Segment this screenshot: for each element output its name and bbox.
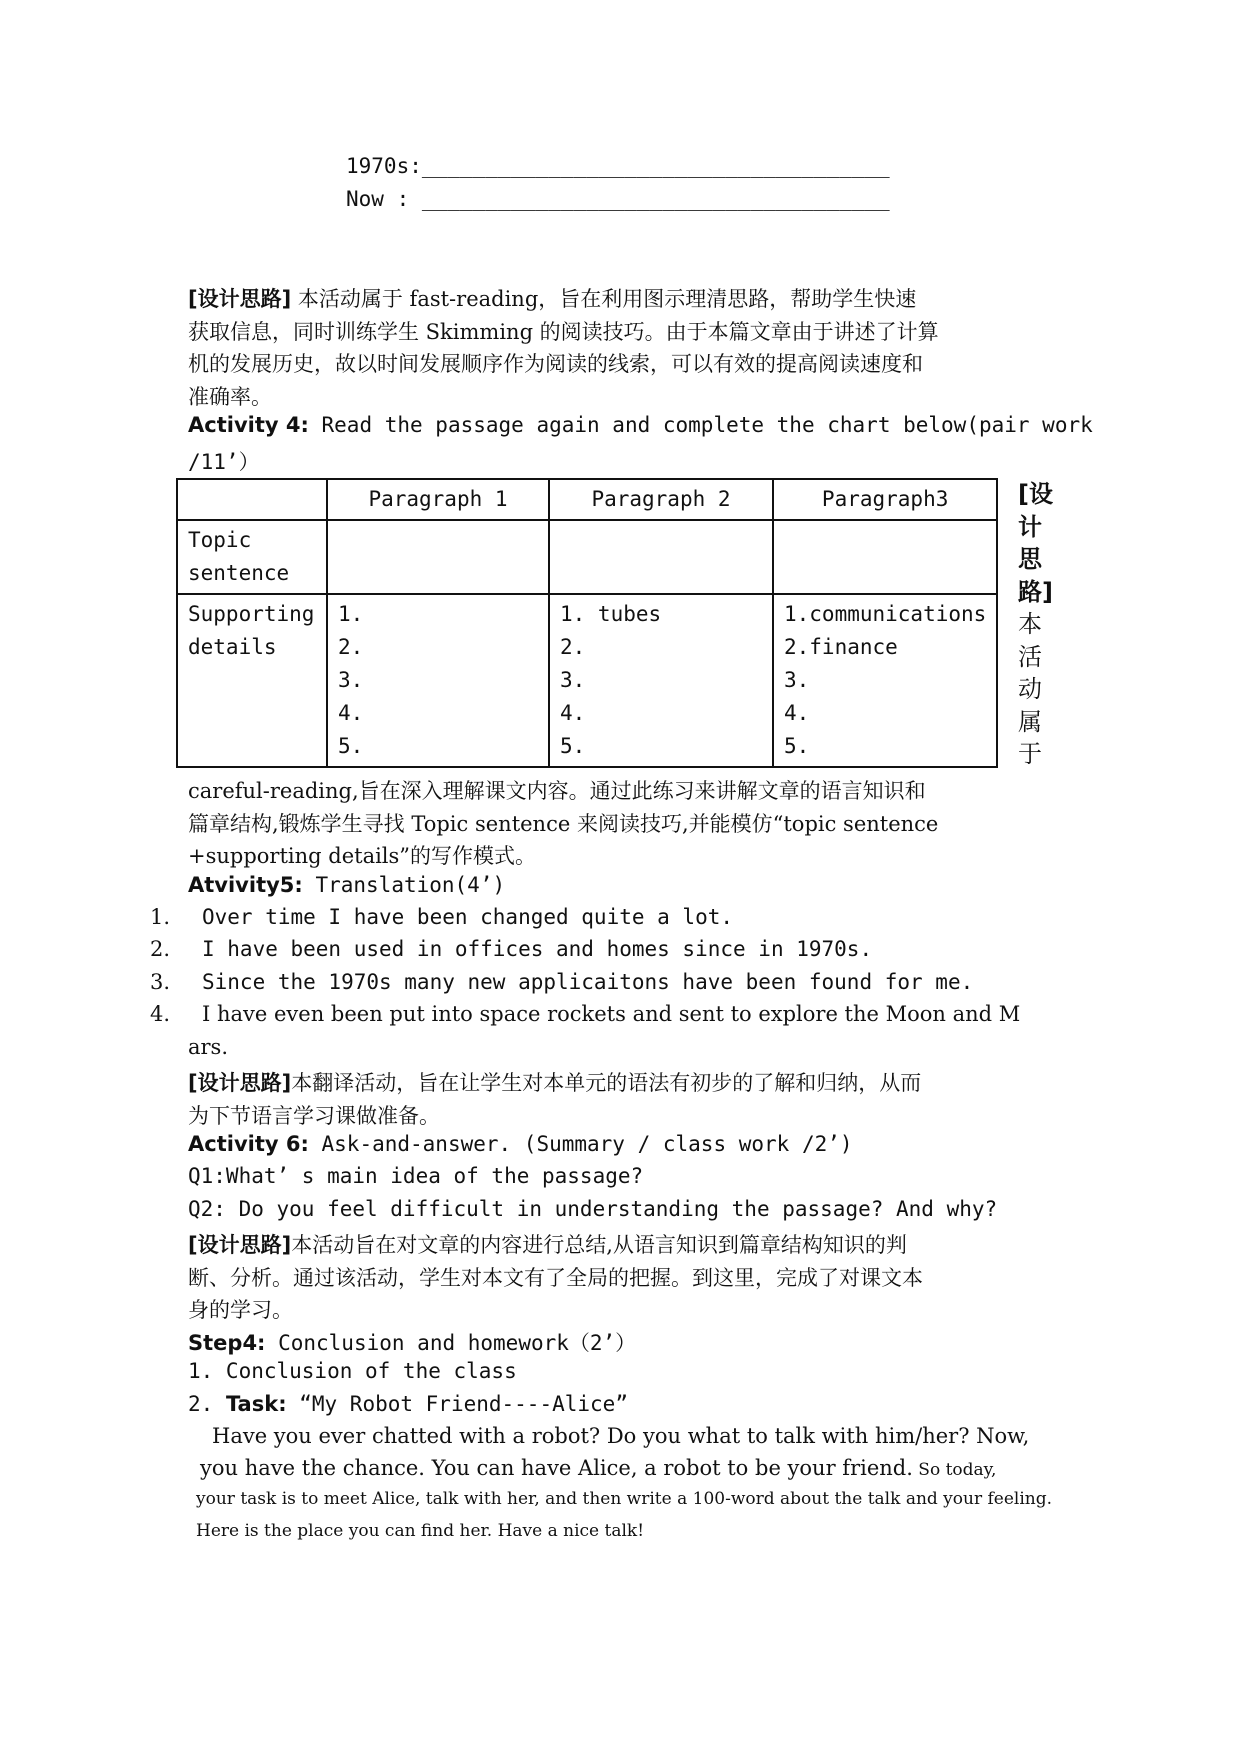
- question-2: Q2: Do you feel difficult in understanding the passage? And why?: [188, 1197, 998, 1221]
- design-note-text: 本活动属于 fast-reading，旨在利用图示理清思路，帮助学生快速: [291, 287, 917, 311]
- design-note-2-line-2: 篇章结构,锻炼学生寻找 Topic sentence 来阅读技巧,并能模仿“topic sentence: [188, 812, 939, 836]
- activity-4-time: /11’）: [188, 450, 260, 474]
- step-4-item-1: 1. Conclusion of the class: [188, 1359, 517, 1383]
- task-line-1: Have you ever chatted with a robot? Do you what to talk with him/her? Now,: [212, 1424, 1030, 1448]
- activity-6-heading: [188, 1132, 853, 1156]
- header-paragraph-3: Paragraph3: [773, 479, 997, 520]
- design-note-3-line-1: [188, 1067, 921, 1097]
- task-label: Task:: [225, 1392, 287, 1416]
- step-4-label: Step4:: [188, 1331, 266, 1355]
- activity-5-heading: [188, 873, 505, 897]
- design-note-1-line-1: [188, 283, 916, 313]
- line-1970s: 1970s:_____________________________________: [346, 154, 890, 178]
- design-note-1-line-3: 机的发展历史，故以时间发展顺序作为阅读的线索，可以有效的提高阅读速度和: [188, 352, 923, 376]
- activity-6-text: Ask-and-answer. (Summary / class work /2’): [308, 1132, 853, 1156]
- design-note-1-line-2: 获取信息，同时训练学生 Skimming 的阅读技巧。由于本篇文章由于讲述了计算: [188, 320, 939, 344]
- task-line-2: you have the chance. You can have Alice, a robot to be your friend. So today,: [200, 1456, 997, 1480]
- activity-5-label: Atvivity5:: [188, 873, 303, 897]
- details-cell-p2[interactable]: 1. tubes 2. 3. 4. 5.: [549, 594, 773, 767]
- line-now: Now : _____________________________________: [346, 187, 890, 211]
- side-label-char: 思: [1018, 545, 1042, 573]
- row-topic-sentence-label: Topic sentence: [177, 520, 327, 594]
- design-note-2-line-1: careful-reading,旨在深入理解课文内容。通过此练习来讲解文章的语言知识和: [188, 779, 926, 803]
- design-note-4-line-3: 身的学习。: [188, 1298, 293, 1322]
- side-design-note: [1018, 478, 1054, 771]
- activity-4-text: Read the passage again and complete the chart below(pair work: [308, 413, 1093, 437]
- translation-wrap: ars.: [188, 1035, 229, 1059]
- side-label-char: 路]: [1018, 577, 1053, 606]
- side-text-char: 活: [1018, 642, 1042, 671]
- design-note-label: [设计思路]: [188, 287, 292, 311]
- side-text-char: 于: [1018, 740, 1042, 768]
- side-label-char: 计: [1018, 512, 1042, 541]
- design-note-3-line-2: 为下节语言学习课做准备。: [188, 1104, 440, 1128]
- details-cell-p3[interactable]: 1.communications 2.finance 3. 4. 5.: [773, 594, 997, 767]
- activity-5-text: Translation(4’): [302, 873, 506, 897]
- side-text-char: 属: [1018, 707, 1042, 736]
- activity-4-label: Activity 4:: [188, 413, 309, 437]
- design-note-label: [设计思路]: [188, 1071, 292, 1095]
- header-paragraph-1: Paragraph 1: [327, 479, 549, 520]
- design-note-text: 本翻译活动，旨在让学生对本单元的语法有初步的了解和归纳，从而: [291, 1071, 922, 1095]
- topic-cell-p3[interactable]: [773, 520, 997, 594]
- design-note-text: 本活动旨在对文章的内容进行总结,从语言知识到篇章结构知识的判: [291, 1233, 907, 1257]
- header-paragraph-2: Paragraph 2: [549, 479, 773, 520]
- row-supporting-details-label: Supporting details: [177, 594, 327, 767]
- activity-4-heading: [188, 413, 1093, 437]
- side-label-char: [设: [1018, 480, 1053, 508]
- topic-cell-p1[interactable]: [327, 520, 549, 594]
- design-note-4-line-1: [188, 1229, 907, 1259]
- topic-cell-p2[interactable]: [549, 520, 773, 594]
- step-4-text: Conclusion and homework（2’）: [265, 1331, 637, 1355]
- translation-num: 3.: [150, 970, 171, 994]
- design-note-4-line-2: 断、分析。通过该活动，学生对本文有了全局的把握。到这里，完成了对课文本: [188, 1266, 923, 1290]
- question-1: Q1:What’ s main idea of the passage?: [188, 1164, 644, 1188]
- step-4-item-2: 2. Task: “My Robot Friend----Alice”: [188, 1392, 628, 1416]
- task-title: “My Robot Friend----Alice”: [286, 1392, 628, 1416]
- details-cell-p1[interactable]: 1. 2. 3. 4. 5.: [327, 594, 549, 767]
- task-line-3: your task is to meet Alice, talk with her, and then write a 100-word about the talk and your feeling.: [196, 1489, 1053, 1509]
- step-4-heading: [188, 1327, 636, 1357]
- design-note-1-line-4: 准确率。: [188, 385, 272, 409]
- side-text-char: 本: [1018, 610, 1042, 638]
- side-text-char: 动: [1018, 675, 1042, 703]
- translation-item: I have been used in offices and homes since in 1970s.: [202, 937, 873, 961]
- header-blank: [177, 479, 327, 520]
- task-line-4: Here is the place you can find her. Have a nice talk!: [196, 1521, 645, 1541]
- reading-chart: [176, 478, 998, 768]
- design-note-2-line-3: +supporting details”的写作模式。: [188, 844, 537, 868]
- translation-item: Since the 1970s many new applicaitons have been found for me.: [202, 970, 974, 994]
- activity-6-label: Activity 6:: [188, 1132, 309, 1156]
- translation-item: Over time I have been changed quite a lot.: [202, 905, 734, 929]
- translation-num: 1.: [150, 905, 171, 929]
- translation-num: 4.: [150, 1002, 171, 1026]
- design-note-label: [设计思路]: [188, 1233, 292, 1257]
- translation-num: 2.: [150, 937, 171, 961]
- translation-item: I have even been put into space rockets and sent to explore the Moon and M: [202, 1002, 1021, 1026]
